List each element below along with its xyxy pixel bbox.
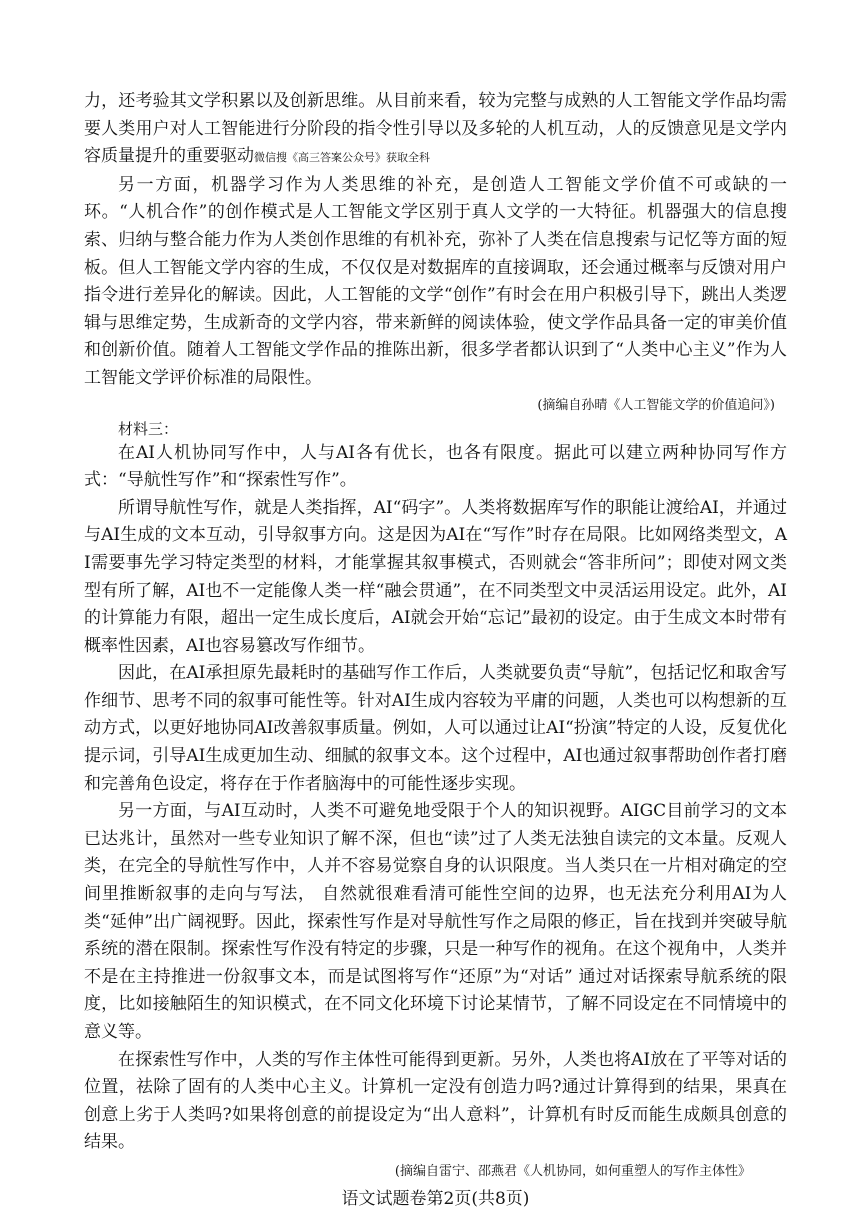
source-citation-one: (摘编自孙晴《人工智能文学的价值追问》): [537, 397, 775, 413]
paragraph-continuation: [84, 88, 787, 172]
material-paragraph: 在探索性写作中，人类的写作主体性可能得到更新。另外，人类也将AI放在了平等对话的位置，祛除了固有的人类中心主义。计算机一定没有创造力吗?通过计算得到的结果，果真在创意上劣于人类吗?如果将创意的前提设定为“出人意料”，计算机有时反而能生成颇具创意的结果。: [84, 1049, 787, 1153]
material-label: 材料三：: [118, 419, 179, 438]
material-paragraph: 所谓导航性写作，就是人类指挥，AI“码字”。人类将数据库写作的职能让渡给AI，并通过与AI生成的文本互动，引导叙事方向。这是因为AI在“写作”时存在局限。比如网络类型文，AI需要事先学习特定类型的材料，才能掌握其叙事模式，否则就会“答非所问”；即使对网文类型有所了解，AI也不一定能像人类一样“融会贯通”，在不同类型文中灵活运用设定。此外，AI的计算能力有限，超出一定生成长度后，AI就会开始“忘记”最初的设定。由于生成文本时带有概率性因素，AI也容易篡改写作细节。: [84, 497, 787, 656]
material-paragraph: 因此，在AI承担原先最耗时的基础写作工作后，人类就要负责“导航”，包括记忆和取舍写作细节、思考不同的叙事可能性等。针对AI生成内容较为平庸的问题，人类也可以构想新的互动方式，以更好地协同AI改善叙事质量。例如，人可以通过让AI“扮演”特定的人设，反复优化提示词，引导AI生成更加生动、细腻的叙事文本。这个过程中，AI也通过叙事帮助创作者打磨和完善角色设定，将存在于作者脑海中的可能性逐步实现。: [84, 663, 787, 794]
material-paragraph: 另一方面，与AI互动时，人类不可避免地受限于个人的知识视野。AIGC目前学习的文本已达兆计，虽然对一些专业知识了解不深，但也“读”过了人类无法独自读完的文本量。反观人类，在完全的导航性写作中，人并不容易觉察自身的认识限度。当人类只在一片相对确定的空间里推断叙事的走向与写法， 自然就很难看清可能性空间的边界，也无法充分利用AI为人类“延伸”出广阔视野。因此，探索性写作是对导航性写作之局限的修正，旨在找到并突破导航系统的潜在限制。探索性写作没有特定的步骤，只是一种写作的视角。在这个视角中，人类并不是在主持推进一份叙事文本，而是试图将写作“还原”为“对话” 通过对话探索导航系统的限度，比如接触陌生的知识模式，在不同文化环境下讨论某情节，了解不同设定在不同情境中的意义等。: [84, 801, 787, 1042]
source-citation-two: (摘编自雷宁、邵燕君《人机协同，如何重塑人的写作主体性》: [394, 1163, 751, 1179]
paragraph-machine-learning: 另一方面，机器学习作为人类思维的补充，是创造人工智能文学价值不可或缺的一环。“人机合作”的创作模式是人工智能文学区别于真人文学的一大特征。机器强大的信息搜索、归纳与整合能力作为人类创作思维的有机补充，弥补了人类在信息搜索与记忆等方面的短板。但人工智能文学内容的生成，不仅仅是对数据库的直接调取，还会通过概率与反馈对用户指令进行差异化的解读。因此，人工智能的文学“创作”有时会在用户积极引导下，跳出人类逻辑与思维定势，生成新奇的文学内容，带来新鲜的阅读体验，使文学作品具备一定的审美价值和创新价值。随着人工智能文学作品的推陈出新，很多学者都认识到了“人类中心主义”作为人工智能文学评价标准的局限性。: [84, 174, 787, 388]
paragraph-text: 力，还考验其文学积累以及创新思维。从目前来看，较为完整与成熟的人工智能文学作品均需要人类用户对人工智能进行分阶段的指令性引导以及多轮的人机互动，人的反馈意见是文学内容质量提升的重要驱动: [84, 91, 787, 167]
material-paragraph: 在AI人机协同写作中，人与AI各有优长，也各有限度。据此可以建立两种协同写作方式：“导航性写作”和“探索性写作”。: [84, 442, 787, 491]
watermark-note: 微信搜《高三答案公众号》获取全科: [254, 151, 430, 165]
page-footer: 语文试题卷第2页(共8页): [341, 1188, 530, 1209]
document-page: [84, 88, 787, 1212]
